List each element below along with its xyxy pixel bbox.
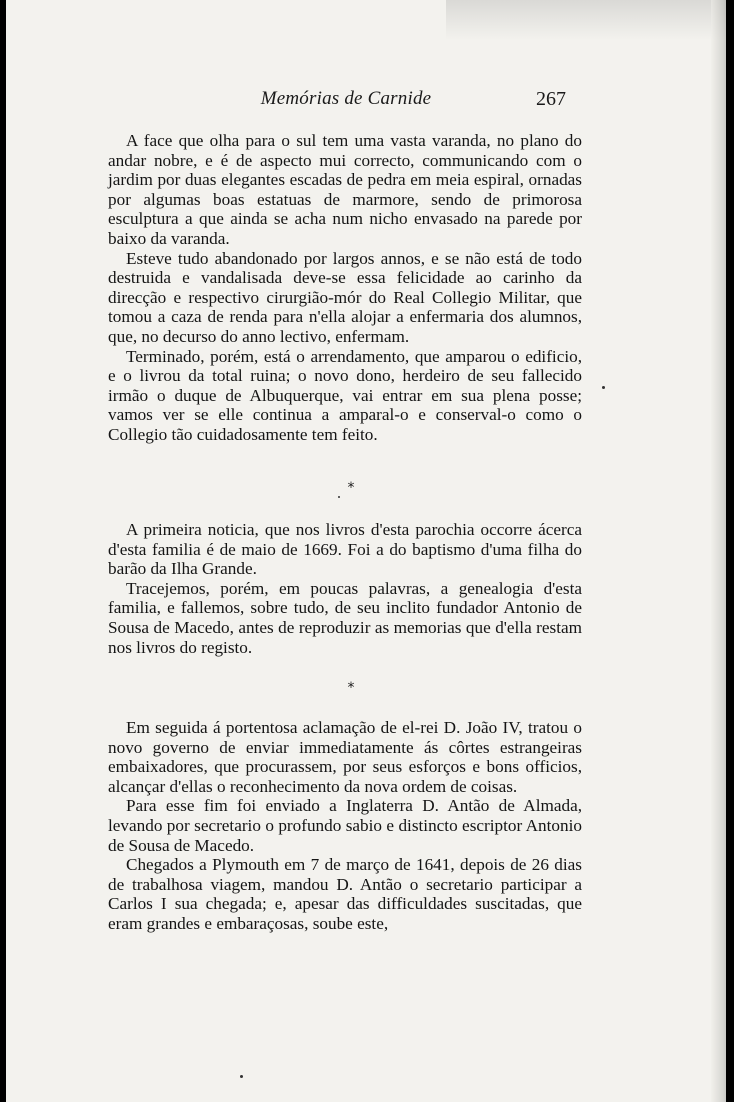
paragraph: Em seguida á portentosa aclamação de el-rei D. João IV, tratou o novo governo de enviar immediatamente ás côrtes estrangeiras embaixadores, que procurassem, por seus esforços e bons officios, alcançar d'ellas o reconhecimento da nova ordem de coisas.	[108, 718, 582, 796]
section-separator: *	[347, 680, 355, 696]
paragraph: Esteve tudo abandonado por largos annos, e se não está de todo destruida e vandalisada deve-se essa felicidade ao carinho da direcção e respectivo cirurgião-mór do Real Collegio Militar, que tomou a caza de renda para n'ella alojar a enfermaria dos alumnos, que, no decurso do anno lectivo, enfermam.	[108, 248, 582, 346]
text-section-3	[108, 718, 582, 934]
paragraph: Chegados a Plymouth em 7 de março de 1641, depois de 26 dias de trabalhosa viagem, mandou D. Antão o secretario participar a Carlos I sua chegada; e, apesar das difficuldades suscitadas, que eram grandes e embaraçosas, soube este,	[108, 855, 582, 933]
page-edge-shadow	[711, 0, 726, 1102]
paragraph: A primeira noticia, que nos livros d'esta parochia occorre ácerca d'esta familia é de maio de 1669. Foi a do baptismo d'uma filha do barão da Ilha Grande.	[108, 520, 582, 579]
page-content	[6, 0, 726, 1102]
ink-speck	[240, 1075, 243, 1078]
paragraph: A face que olha para o sul tem uma vasta varanda, no plano do andar nobre, e é de aspecto mui correcto, communicando com o jardim por duas elegantes escadas de pedra em meia espiral, ornadas por algumas boas estatuas de marmore, sendo de primorosa esculptura a que ainda se acha num nicho envasado na parede por baixo da varanda.	[108, 131, 582, 248]
text-section-1	[108, 131, 582, 445]
page-number: 267	[536, 88, 566, 110]
paragraph: Terminado, porém, está o arrendamento, que amparou o edificio, e o livrou da total ruina; o novo dono, herdeiro de seu fallecido irmão o duque de Albuquerque, vai entrar em sua plena posse; vamos ver se elle continua a amparal-o e conserval-o como o Collegio tão cuidadosamente tem feito.	[108, 346, 582, 444]
paragraph: Tracejemos, porém, em poucas palavras, a genealogia d'esta familia, e fallemos, sobre tudo, de seu inclito fundador Antonio de Sousa de Macedo, antes de reproduzir as memorias que d'ella restam nos livros do registo.	[108, 578, 582, 657]
section-separator: *	[347, 480, 355, 496]
paragraph: Para esse fim foi enviado a Inglaterra D. Antão de Almada, levando por secretario o profundo sabio e distincto escriptor Antonio de Sousa de Macedo.	[108, 796, 582, 855]
ink-speck	[602, 386, 605, 389]
running-title: Memórias de Carnide	[260, 88, 432, 109]
page-header	[6, 88, 726, 112]
ink-speck	[338, 496, 340, 498]
paper-stain	[446, 0, 726, 40]
text-section-2	[108, 520, 582, 657]
book-page	[6, 0, 726, 1102]
